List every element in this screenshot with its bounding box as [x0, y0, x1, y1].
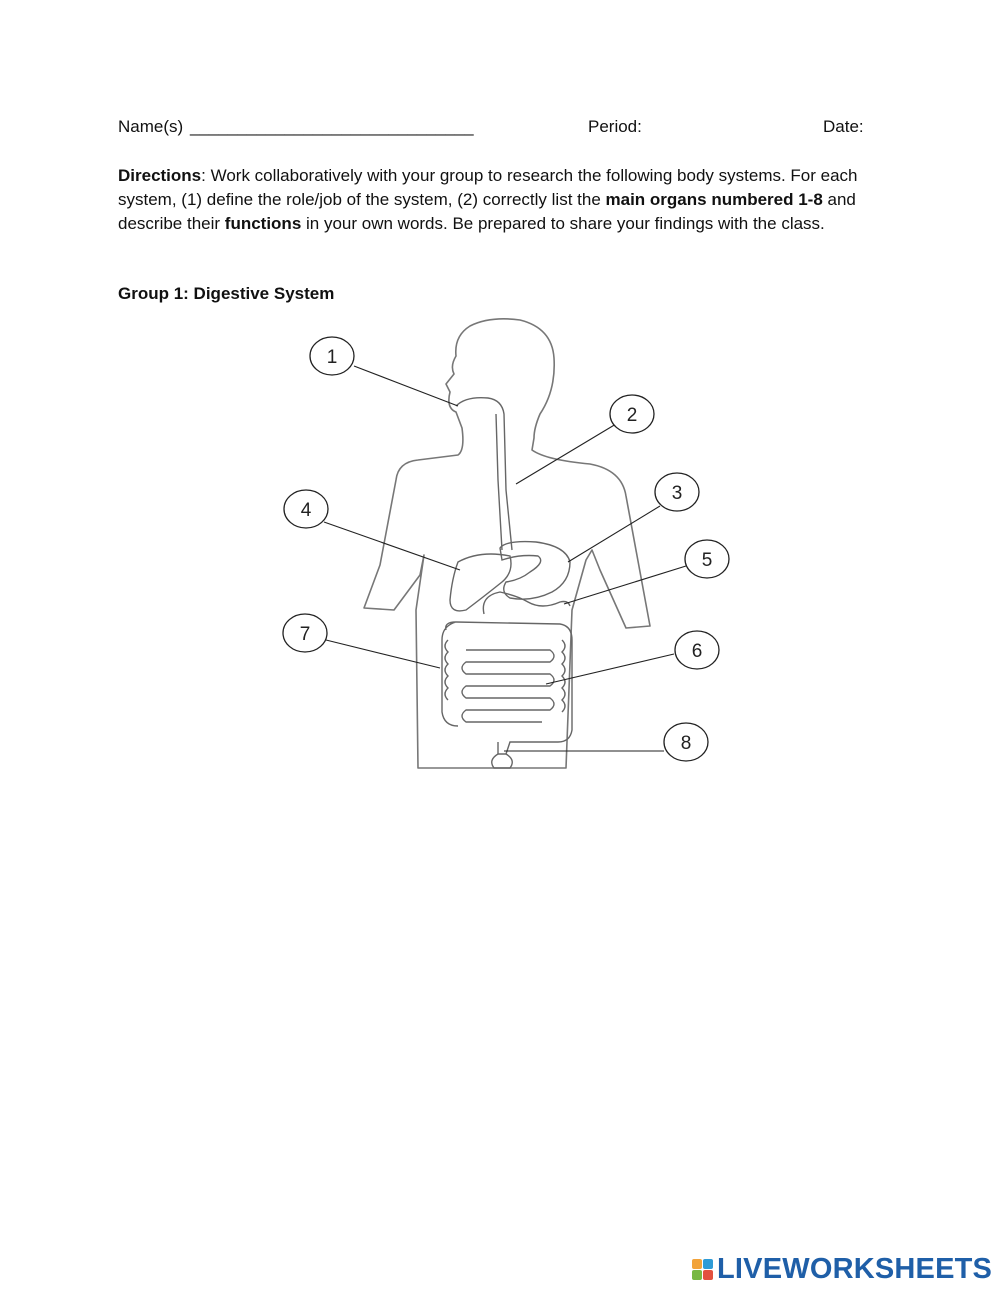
logo-blocks-icon: [692, 1259, 713, 1280]
name-label: Name(s): [118, 117, 184, 136]
callout-number: 1: [326, 347, 338, 368]
leader-line-7: [326, 640, 440, 668]
leader-line-1: [354, 366, 458, 406]
directions-text-2: and describe their: [118, 190, 856, 233]
directions-bold-organs: main organs numbered 1-8: [605, 190, 823, 209]
directions-text-3: in your own words. Be prepared to share your findings with the class.: [301, 214, 825, 233]
header-line: [118, 117, 878, 141]
duodenum: [483, 592, 570, 614]
callout-number: 8: [680, 733, 692, 754]
group-title: Group 1: Digestive System: [118, 284, 335, 303]
digestive-system-diagram: [270, 310, 740, 780]
directions-bold-functions: functions: [224, 214, 302, 233]
directions-text-1: : Work collaboratively with your group to research the following body systems. For each system, (1) define the role/job of the system, (2) correctly list the: [118, 166, 858, 209]
leader-line-3: [568, 506, 660, 562]
rectum: [492, 754, 513, 768]
callout-1[interactable]: [310, 337, 354, 375]
callout-number: 7: [299, 624, 311, 645]
callout-4[interactable]: [284, 490, 328, 528]
callout-number: 5: [701, 550, 713, 571]
callout-3[interactable]: [655, 473, 699, 511]
esophagus: [456, 398, 512, 550]
name-blank[interactable]: ______________________________: [190, 117, 474, 136]
digestive-system-svg: [270, 310, 740, 780]
directions-paragraph: [118, 164, 888, 236]
liver: [450, 554, 511, 611]
callout-8[interactable]: [664, 723, 708, 761]
small-intestine: [462, 650, 554, 722]
logo-text: LIVEWORKSHEETS: [717, 1252, 993, 1285]
logo-block: [692, 1259, 702, 1269]
logo-block: [703, 1270, 713, 1280]
logo-block: [703, 1259, 713, 1269]
leader-line-4: [324, 522, 460, 570]
callout-number: 6: [691, 641, 703, 662]
callout-number: 3: [671, 483, 683, 504]
leader-line-2: [516, 424, 616, 484]
date-label: Date:: [823, 117, 864, 136]
liveworksheets-logo[interactable]: [692, 1254, 992, 1284]
logo-block: [692, 1270, 702, 1280]
callout-number: 4: [300, 500, 312, 521]
callout-5[interactable]: [685, 540, 729, 578]
callout-7[interactable]: [283, 614, 327, 652]
large-intestine: [442, 622, 572, 754]
callout-number: 2: [626, 405, 638, 426]
callout-6[interactable]: [675, 631, 719, 669]
period-label: Period:: [588, 117, 642, 136]
directions-lead: Directions: [118, 166, 202, 185]
callout-2[interactable]: [610, 395, 654, 433]
